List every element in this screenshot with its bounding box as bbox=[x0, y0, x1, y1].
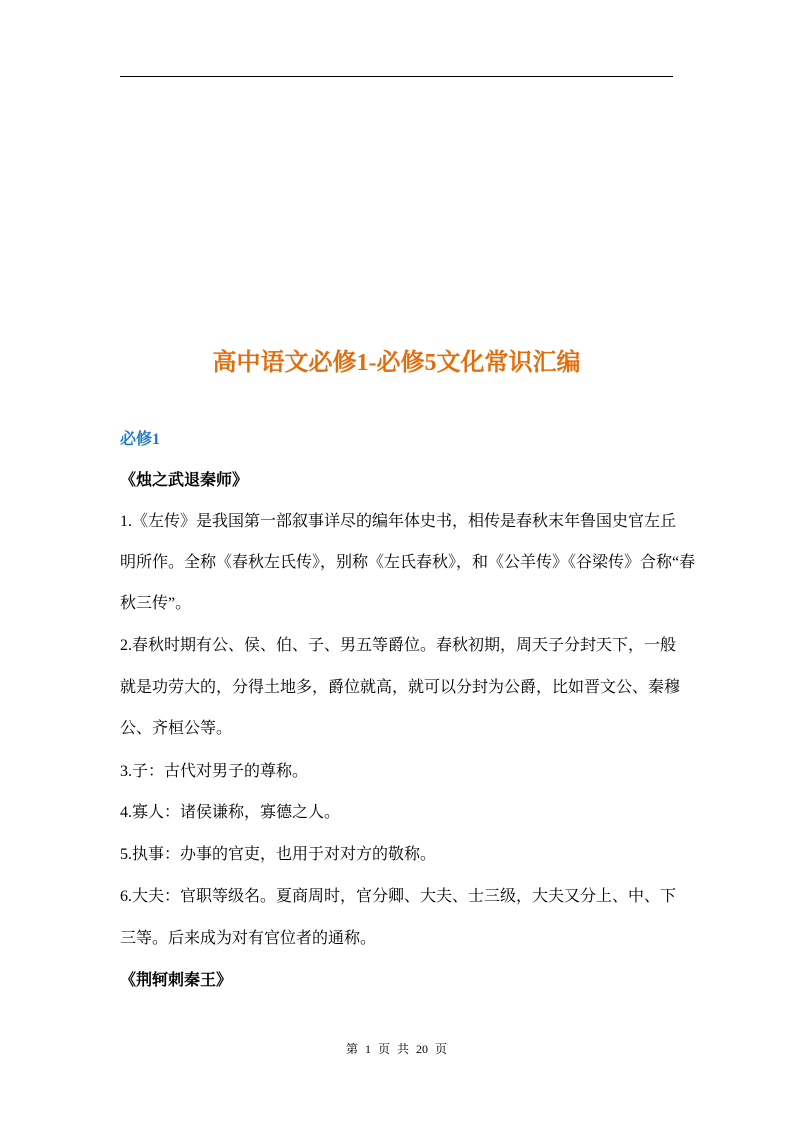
paragraph-line: 5.执事：办事的官吏，也用于对对方的敬称。 bbox=[120, 846, 437, 863]
paragraph-line: 就是功劳大的，分得土地多，爵位就高，就可以分封为公爵，比如晋文公、秦穆 bbox=[120, 679, 681, 696]
header-rule bbox=[120, 76, 673, 77]
paragraph-line: 2.春秋时期有公、侯、伯、子、男五等爵位。春秋初期，周天子分封天下，一般 bbox=[120, 637, 677, 654]
subheading: 《烛之武退秦师》 bbox=[120, 472, 249, 489]
paragraph-line: 公、齐桓公等。 bbox=[120, 720, 233, 737]
paragraph-line: 三等。后来成为对有官位者的通称。 bbox=[120, 930, 377, 947]
paragraph-line: 6.大夫：官职等级名。夏商周时，官分卿、大夫、士三级，大夫又分上、中、下 bbox=[120, 888, 677, 905]
paragraph-line: 秋三传”。 bbox=[120, 595, 192, 612]
paragraph-line: 4.寡人：诸侯谦称，寡德之人。 bbox=[120, 804, 341, 821]
subheading: 《荆轲刺秦王》 bbox=[120, 972, 233, 989]
paragraph-line: 明所作。全称《春秋左氏传》，别称《左氏春秋》，和《公羊传》《谷梁传》合称“春 bbox=[120, 554, 696, 571]
paragraph-line: 1.《左传》是我国第一部叙事详尽的编年体史书，相传是春秋末年鲁国史官左丘 bbox=[120, 513, 677, 530]
page-footer: 第 1 页 共 20 页 bbox=[345, 1042, 447, 1056]
document-title: 高中语文必修1-必修5文化常识汇编 bbox=[212, 350, 581, 376]
paragraph-line: 3.子：古代对男子的尊称。 bbox=[120, 763, 309, 780]
section-heading: 必修1 bbox=[120, 431, 161, 448]
